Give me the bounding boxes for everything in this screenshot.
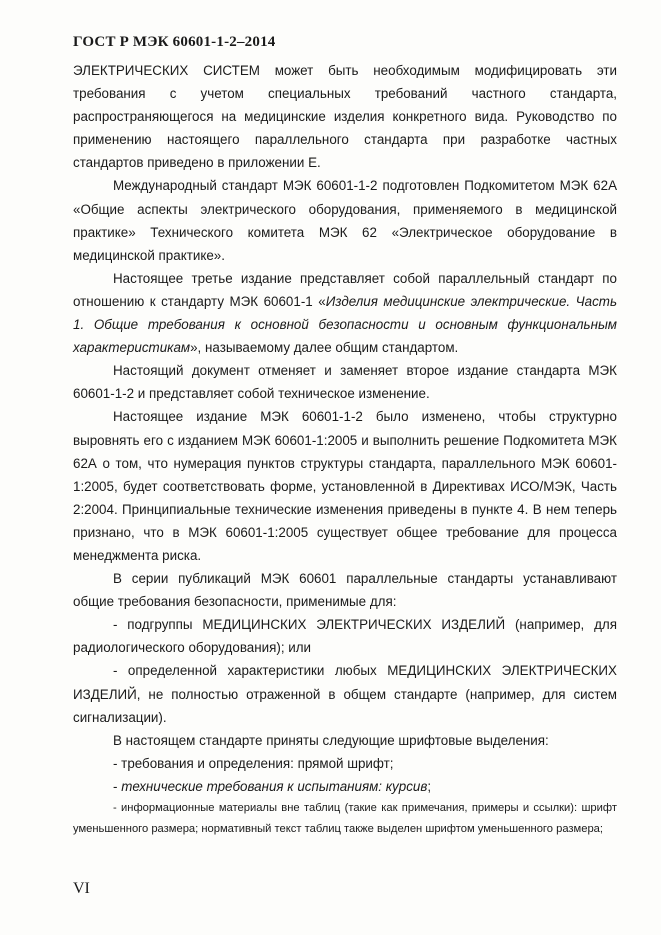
paragraph-6: В серии публикаций МЭК 60601 параллельные стандарты устанавливают общие требования безопасности, применимые для:: [73, 571, 617, 610]
paragraph-3-text-a: Настоящее третье издание представляет собой параллельный стандарт по отношению к стандарту МЭК 60601-1 «: [73, 270, 617, 309]
list-item-test-prefix: -: [113, 778, 122, 794]
paragraph-7: В настоящем стандарте приняты следующие шрифтовые выделения:: [113, 732, 549, 748]
list-item-test-italic: технические требования к испытаниям: курсив: [121, 778, 428, 794]
list-item-test-requirements: [73, 775, 617, 798]
list-item-requirements: - требования и определения: прямой шрифт;: [113, 755, 394, 771]
list-item-subgroup: - подгруппы МЕДИЦИНСКИХ ЭЛЕКТРИЧЕСКИХ ИЗДЕЛИЙ (например, для радиологического оборудования); или: [73, 617, 617, 656]
paragraph-3-text-b: », называемому далее общим стандартом.: [190, 340, 459, 356]
paragraph-2: Международный стандарт МЭК 60601-1-2 подготовлен Подкомитетом МЭК 62А «Общие аспекты электрического оборудования, применяемого в медицинской практике» Технического комитета МЭК 62 «Электрическое оборудование в медицинской практике».: [73, 178, 617, 263]
page-number: VI: [73, 880, 90, 897]
list-item-characteristic: - определенной характеристики любых МЕДИЦИНСКИХ ЭЛЕКТРИЧЕСКИХ ИЗДЕЛИЙ, не полностью отраженной в общем стандарте (например, для систем сигнализации).: [73, 663, 617, 725]
page-body: [73, 59, 617, 839]
paragraph-5: Настоящее издание МЭК 60601-1-2 было изменено, чтобы структурно выровнять его с изданием МЭК 60601-1:2005 и выполнить решение Подкомитета МЭК 62А о том, что нумерация пунктов структуры стандарта, параллельного МЭК 60601-1:2005, будет соответствовать форме, установленной в Директивах ИСО/МЭК, Часть 2:2004. Принципиальные технические изменения приведены в пункте 4. В нем теперь признано, что в МЭК 60601-1:2005 существует общее требование для процесса менеджмента риска.: [73, 409, 617, 563]
paragraph-3-italic-title: Изделия медицинские электрические. Часть 1. Общие требования к основной безопасности и основным функциональным характеристикам: [73, 293, 617, 356]
document-header: ГОСТ Р МЭК 60601-1-2–2014: [73, 34, 276, 50]
paragraph-1: ЭЛЕКТРИЧЕСКИХ СИСТЕМ может быть необходимым модифицировать эти требования с учетом специальных требований частного стандарта, распространяющегося на медицинские изделия конкретного вида. Руководство по применению настоящего параллельного стандарта при разработке частных стандартов приведено в приложении Е.: [73, 63, 617, 171]
paragraph-3: [73, 267, 617, 359]
paragraph-4: Настоящий документ отменяет и заменяет второе издание стандарта МЭК 60601-1-2 и представляет собой техническое изменение.: [73, 363, 617, 402]
list-item-informative: - информационные материалы вне таблиц (такие как примечания, примеры и ссылки): шрифт уменьшенного размера; нормативный текст таблиц также выделен шрифтом уменьшенного размера;: [73, 802, 617, 835]
list-item-test-suffix: ;: [427, 778, 432, 794]
